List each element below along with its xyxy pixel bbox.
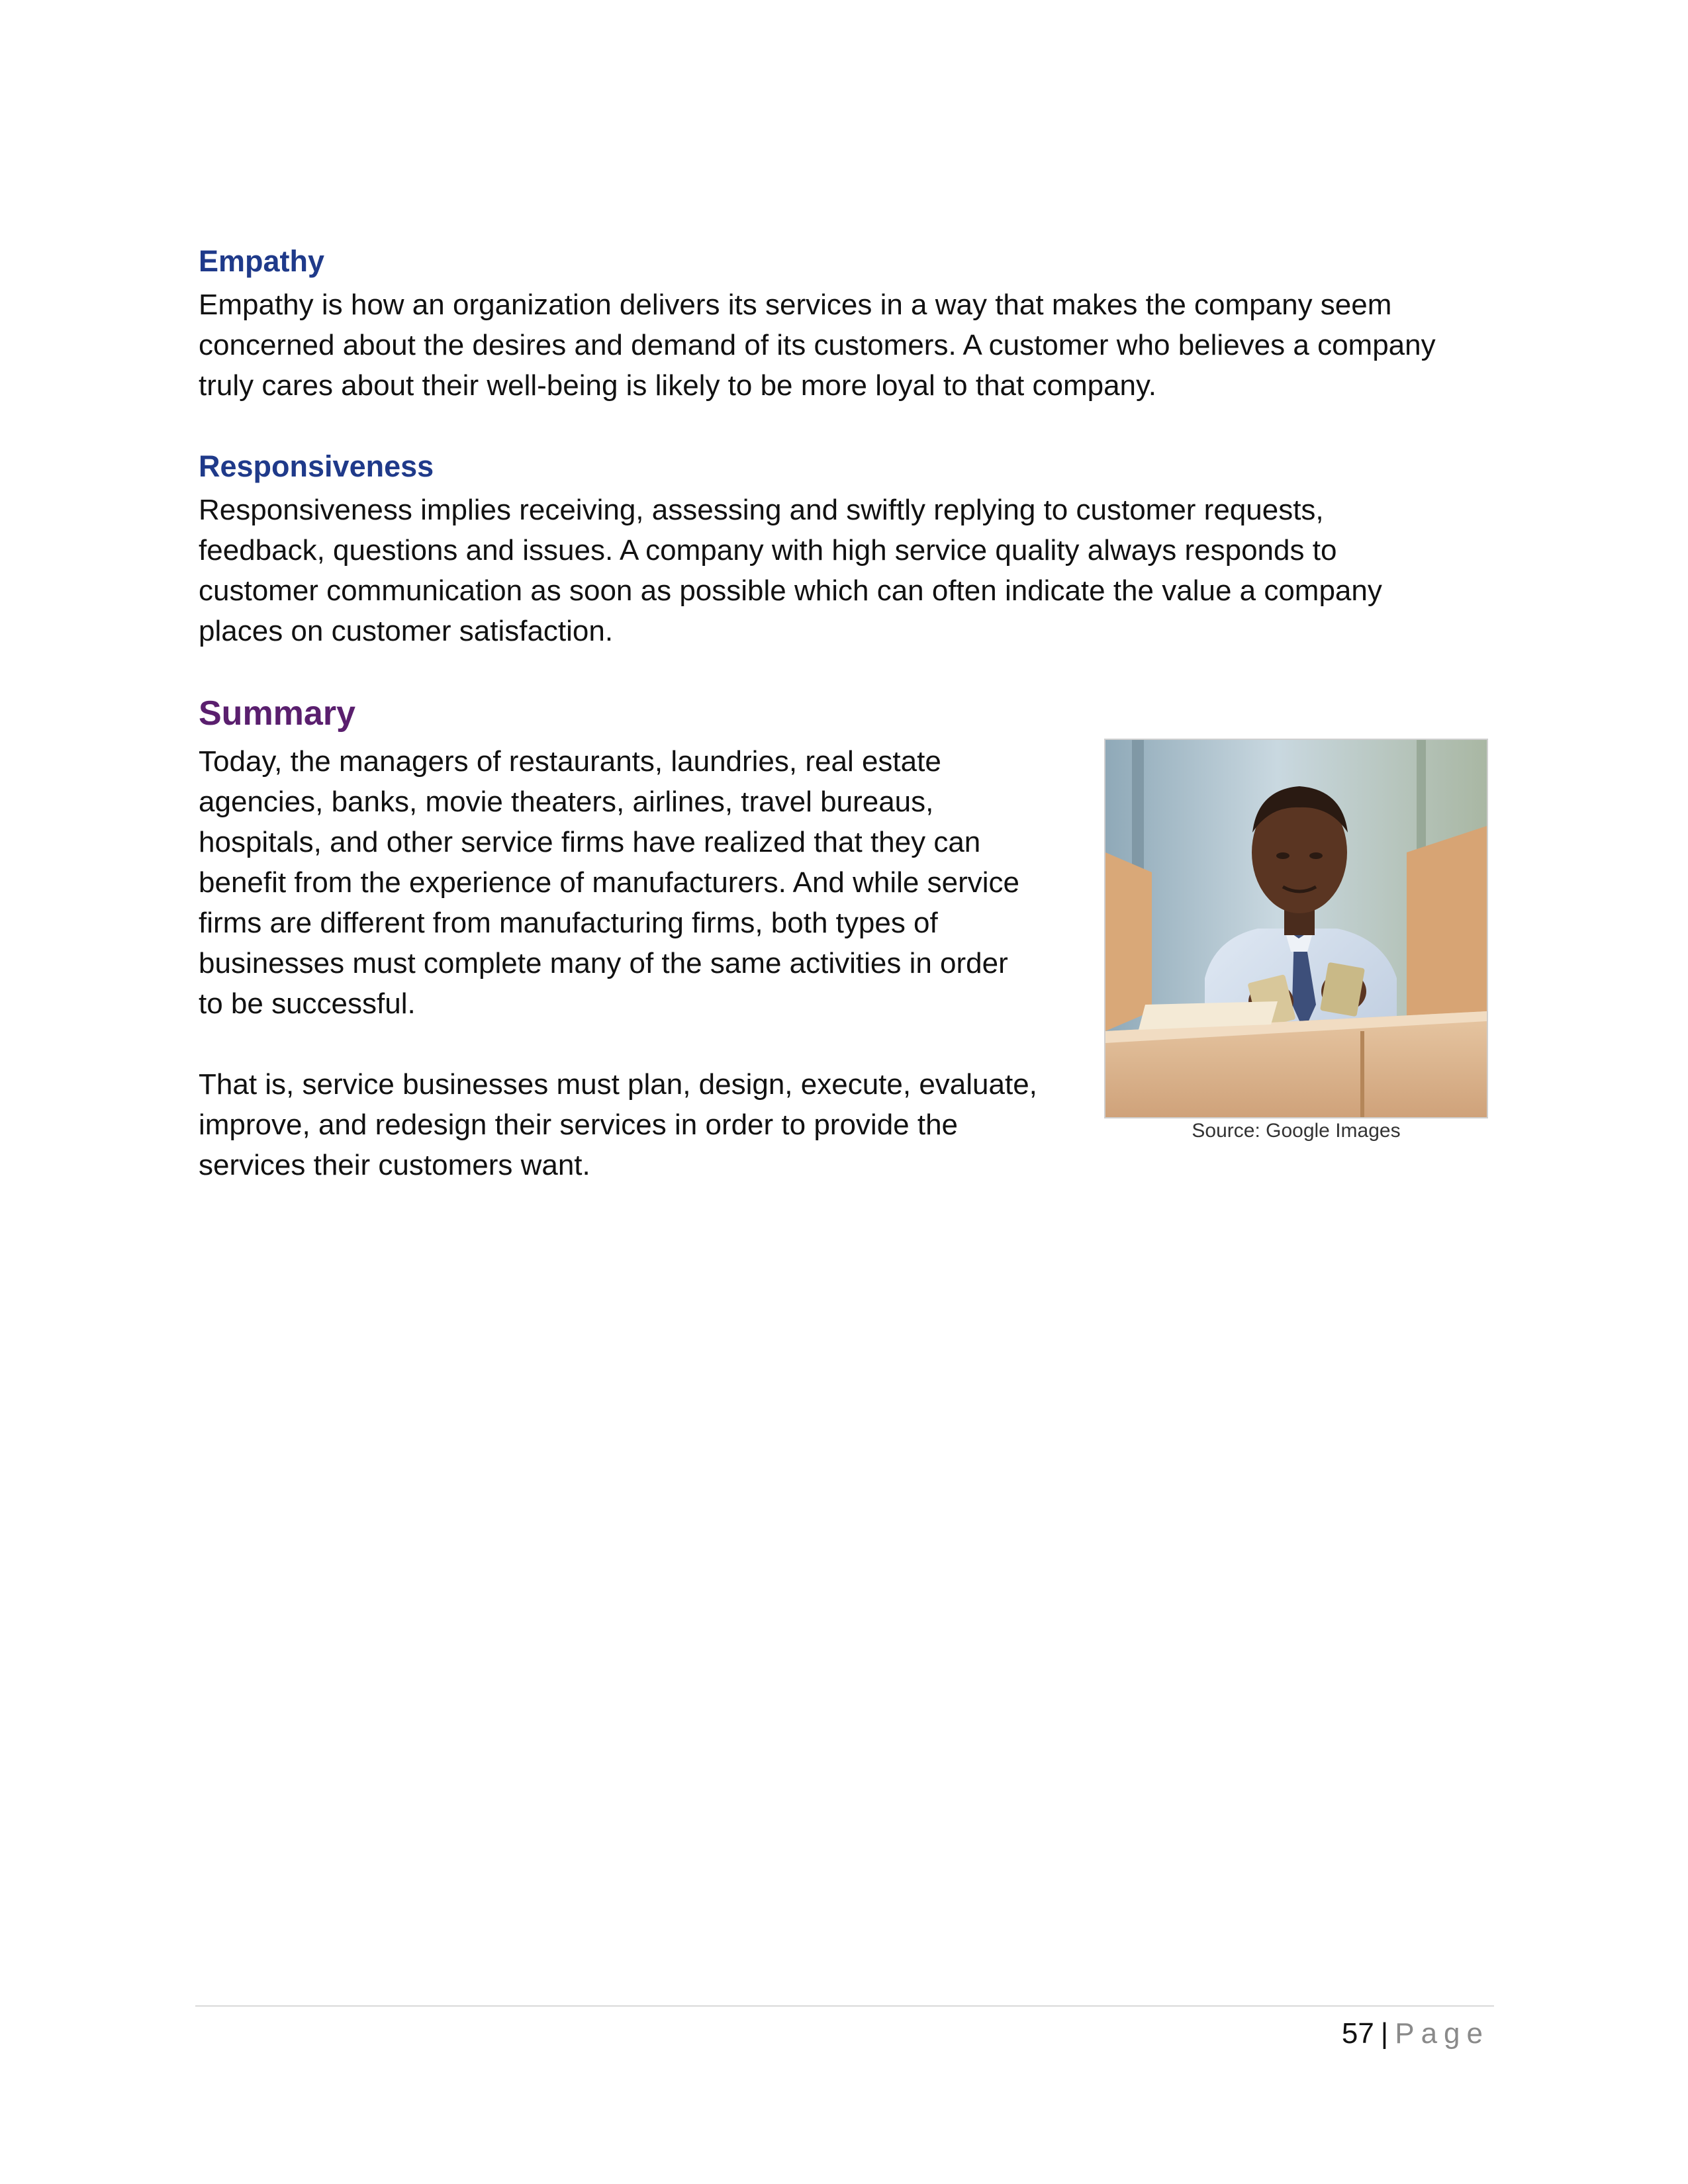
empathy-line-3: truly cares about their well-being is likely to be more loyal to that company. <box>199 369 1156 402</box>
footer-separator: | <box>1380 2017 1389 2050</box>
summary-p2-line-3: services their customers want. <box>199 1149 590 1181</box>
summary-paragraph-2 <box>199 1064 1079 1185</box>
responsiveness-line-1: Responsiveness implies receiving, assessing and swiftly replying to customer requests, <box>199 494 1324 526</box>
summary-p1-line-1: Today, the managers of restaurants, laundries, real estate <box>199 745 941 778</box>
man-counting-money-illustration <box>1105 740 1487 1117</box>
summary-photo <box>1104 739 1488 1118</box>
empathy-paragraph <box>199 285 1496 406</box>
summary-paragraph-1 <box>199 741 1079 1024</box>
summary-p1-line-4: benefit from the experience of manufacturers. And while service <box>199 866 1019 899</box>
summary-p1-line-2: agencies, banks, movie theaters, airlines, travel bureaus, <box>199 786 934 818</box>
page-number: 57 <box>1341 2017 1374 2050</box>
summary-p2-line-1: That is, service businesses must plan, design, execute, evaluate, <box>199 1068 1037 1101</box>
responsiveness-line-3: customer communication as soon as possible which can often indicate the value a company <box>199 574 1382 607</box>
footer-divider <box>195 2005 1494 2007</box>
summary-p1-line-3: hospitals, and other service firms have realized that they can <box>199 826 981 858</box>
summary-heading: Summary <box>199 694 355 733</box>
empathy-heading: Empathy <box>199 244 325 278</box>
page-label: Page <box>1395 2017 1489 2050</box>
summary-p1-line-7: to be successful. <box>199 987 416 1020</box>
responsiveness-line-2: feedback, questions and issues. A company with high service quality always responds to <box>199 534 1337 567</box>
empathy-line-2: concerned about the desires and demand of its customers. A customer who believes a company <box>199 329 1436 361</box>
responsiveness-paragraph <box>199 490 1496 651</box>
page-footer <box>1342 2017 1489 2050</box>
summary-p1-line-5: firms are different from manufacturing firms, both types of <box>199 907 938 939</box>
summary-p2-line-2: improve, and redesign their services in order to provide the <box>199 1109 959 1141</box>
empathy-line-1: Empathy is how an organization delivers its services in a way that makes the company seem <box>199 289 1392 321</box>
responsiveness-line-4: places on customer satisfaction. <box>199 615 614 647</box>
summary-p1-line-6: businesses must complete many of the same activities in order <box>199 947 1008 979</box>
responsiveness-heading: Responsiveness <box>199 449 434 483</box>
photo-caption: Source: Google Images <box>1192 1120 1401 1142</box>
